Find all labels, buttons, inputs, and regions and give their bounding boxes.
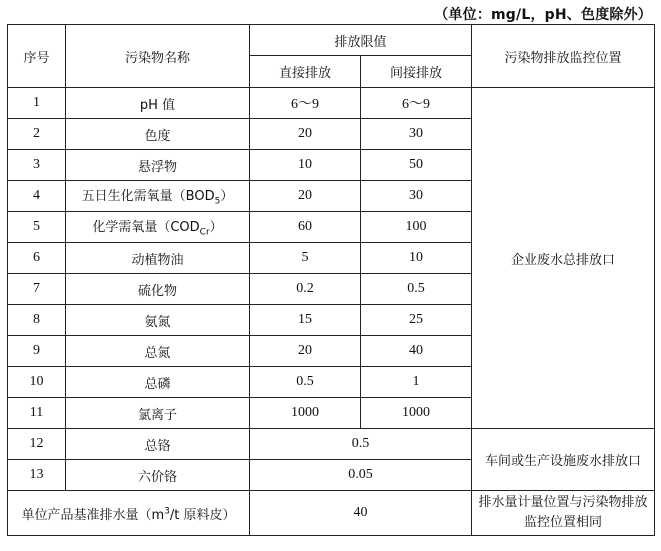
row-name-subscript: Cr bbox=[199, 227, 210, 238]
row-direct: 15 bbox=[250, 305, 361, 336]
header-monitoring-location: 污染物排放监控位置 bbox=[472, 25, 655, 88]
row-name: 硫化物 bbox=[66, 274, 250, 305]
baseline-label-suffix: /t 原料皮） bbox=[169, 507, 236, 523]
row-name: 总磷 bbox=[66, 367, 250, 398]
row-seq: 5 bbox=[8, 212, 66, 243]
row-seq: 3 bbox=[8, 150, 66, 181]
row-direct: 20 bbox=[250, 181, 361, 212]
row-name-suffix: ） bbox=[209, 220, 223, 236]
row-seq: 4 bbox=[8, 181, 66, 212]
row-indirect: 1000 bbox=[361, 398, 472, 429]
row-indirect: 10 bbox=[361, 243, 472, 274]
row-name-suffix: ） bbox=[220, 189, 234, 205]
row-indirect: 40 bbox=[361, 336, 472, 367]
row-seq: 7 bbox=[8, 274, 66, 305]
row-name-text: 五日生化需氧量（BOD bbox=[81, 189, 215, 205]
row-indirect: 25 bbox=[361, 305, 472, 336]
row-seq: 1 bbox=[8, 88, 66, 119]
row-name: 总铬 bbox=[66, 429, 250, 460]
row-direct: 6～9 bbox=[250, 88, 361, 119]
row-direct: 0.5 bbox=[250, 367, 361, 398]
row-seq: 12 bbox=[8, 429, 66, 460]
row-indirect: 30 bbox=[361, 181, 472, 212]
baseline-label-superscript: 3 bbox=[164, 506, 170, 517]
row-direct: 20 bbox=[250, 119, 361, 150]
row-direct: 5 bbox=[250, 243, 361, 274]
row-indirect: 0.5 bbox=[361, 274, 472, 305]
row-seq: 9 bbox=[8, 336, 66, 367]
table-row bbox=[8, 429, 655, 460]
discharge-limits-table bbox=[7, 24, 655, 536]
row-direct: 20 bbox=[250, 336, 361, 367]
header-limit: 排放限值 bbox=[250, 25, 472, 56]
row-seq: 8 bbox=[8, 305, 66, 336]
row-merged-limit: 0.5 bbox=[250, 429, 472, 460]
header-seq: 序号 bbox=[8, 25, 66, 88]
row-name-subscript: 5 bbox=[214, 196, 221, 207]
header-pollutant-name: 污染物名称 bbox=[66, 25, 250, 88]
row-direct: 1000 bbox=[250, 398, 361, 429]
row-name: 悬浮物 bbox=[66, 150, 250, 181]
row-name bbox=[66, 212, 250, 243]
row-indirect: 6～9 bbox=[361, 88, 472, 119]
row-name: 色度 bbox=[66, 119, 250, 150]
row-name-text: 化学需氧量（COD bbox=[92, 220, 200, 236]
row-name: 总氮 bbox=[66, 336, 250, 367]
row-indirect: 1 bbox=[361, 367, 472, 398]
row-name: 氨氮 bbox=[66, 305, 250, 336]
row-name: pH 值 bbox=[66, 88, 250, 119]
row-merged-limit: 0.05 bbox=[250, 460, 472, 491]
row-name: 六价铬 bbox=[66, 460, 250, 491]
row-direct: 10 bbox=[250, 150, 361, 181]
unit-note: （单位：mg/L，pH、色度除外） bbox=[434, 7, 652, 23]
table-row bbox=[8, 88, 655, 119]
row-seq: 11 bbox=[8, 398, 66, 429]
location-general: 企业废水总排放口 bbox=[472, 88, 655, 429]
header-direct: 直接排放 bbox=[250, 56, 361, 88]
row-seq: 13 bbox=[8, 460, 66, 491]
row-direct: 60 bbox=[250, 212, 361, 243]
row-name: 动植物油 bbox=[66, 243, 250, 274]
row-name bbox=[66, 181, 250, 212]
baseline-row bbox=[8, 491, 655, 536]
baseline-value: 40 bbox=[250, 491, 472, 536]
baseline-label bbox=[8, 491, 250, 536]
row-indirect: 30 bbox=[361, 119, 472, 150]
location-workshop: 车间或生产设施废水排放口 bbox=[472, 429, 655, 491]
row-indirect: 100 bbox=[361, 212, 472, 243]
baseline-label-text: 单位产品基准排水量（m bbox=[21, 507, 165, 523]
row-name: 氯离子 bbox=[66, 398, 250, 429]
row-seq: 2 bbox=[8, 119, 66, 150]
row-seq: 10 bbox=[8, 367, 66, 398]
baseline-location: 排水量计量位置与污染物排放监控位置相同 bbox=[472, 491, 655, 536]
header-indirect: 间接排放 bbox=[361, 56, 472, 88]
header-row-1 bbox=[8, 25, 655, 56]
row-indirect: 50 bbox=[361, 150, 472, 181]
row-direct: 0.2 bbox=[250, 274, 361, 305]
row-seq: 6 bbox=[8, 243, 66, 274]
